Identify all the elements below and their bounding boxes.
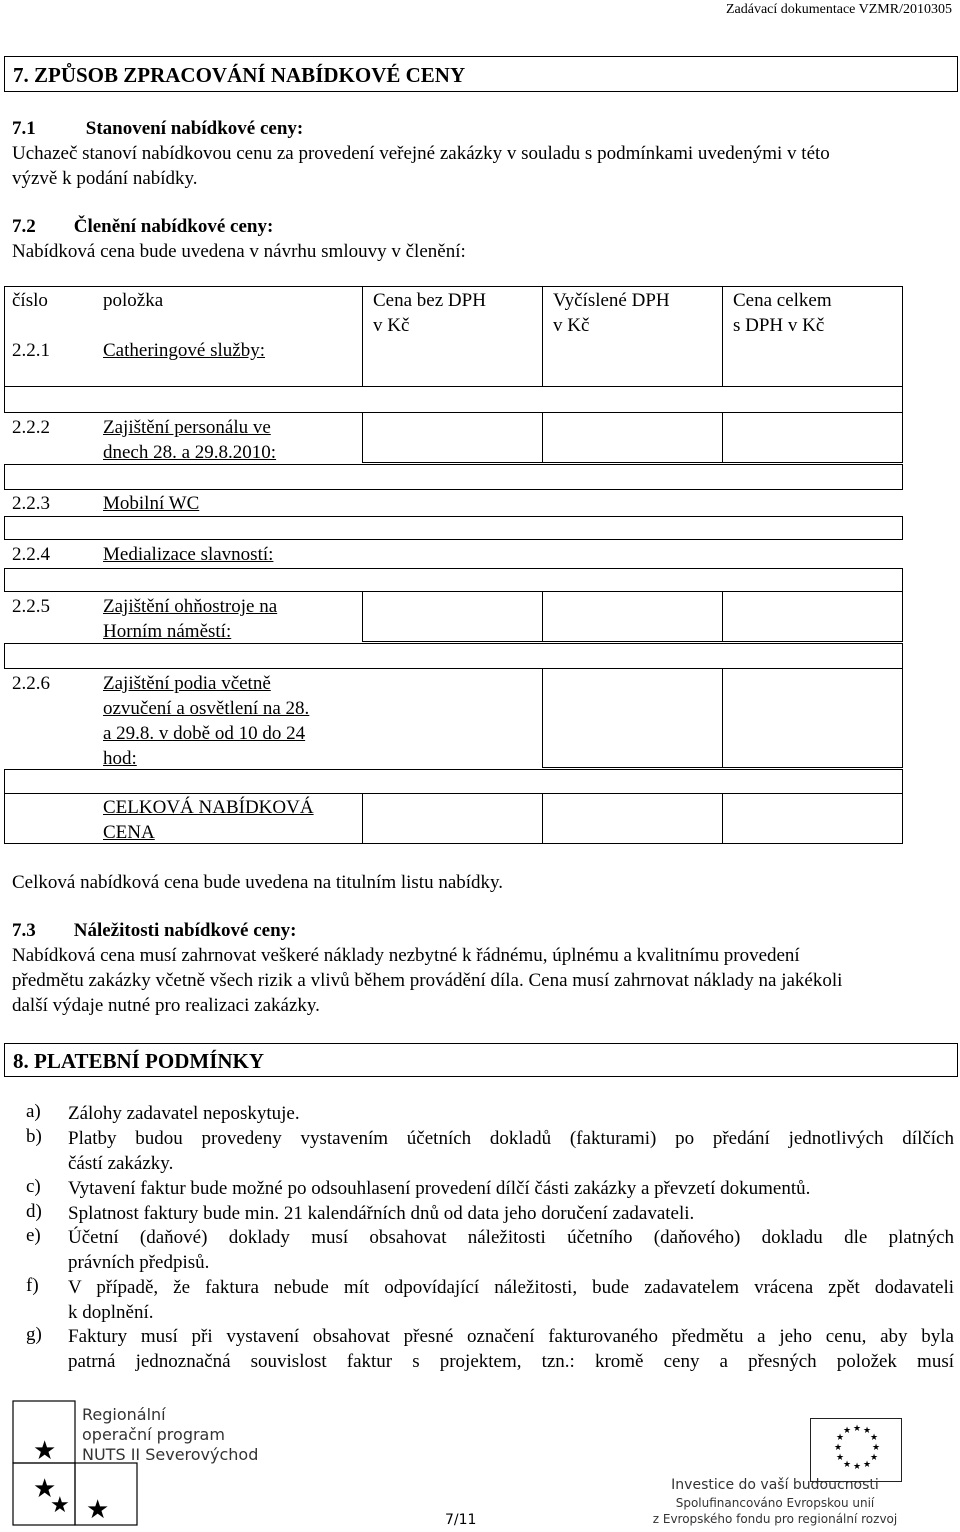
col-header-bez-dph-2: v Kč [373,315,410,336]
document-reference: Zadávací dokumentace VZMR/2010305 [725,2,952,17]
list-item-line: k doplnění. [68,1302,154,1323]
col-header-celkem-1: Cena celkem [733,290,832,311]
subsection-7-3-line3: další výdaje nutné pro realizaci zakázky. [12,995,320,1016]
list-item-line: patrná jednoznačná souvislost faktur s projektem, tzn.: kromě ceny a přesných položek musí [68,1351,954,1372]
svg-text:★: ★ [834,1443,843,1453]
eu-line1: Investice do vaší budoucnosti [671,1477,879,1493]
list-item-label: g) [26,1324,42,1345]
col-header-bez-dph-1: Cena bez DPH [373,290,486,311]
svg-text:★: ★ [872,1443,881,1453]
svg-text:★: ★ [86,1495,110,1525]
list-item-line: Vytavení faktur bude možné po odsouhlasení provedení dílčí části zakázky a převzetí dokumentů. [68,1178,811,1199]
subsection-7-1-line2: výzvě k podání nabídky. [12,168,198,189]
row-4-number: 2.2.4 [12,544,50,565]
row-2-celkem [722,412,903,463]
row-3-item: Mobilní WC [103,493,200,514]
col-header-dph-2: v Kč [553,315,590,336]
row-2-item-line2: dnech 28. a 29.8.2010: [103,442,277,463]
row-separator [4,516,903,540]
row-4-item: Medializace slavností: [103,544,274,565]
row-6-number: 2.2.6 [12,673,50,694]
subsection-7-2-text: Nabídková cena bude uvedena v návrhu smlouvy v členění: [12,241,466,262]
subsection-7-2-heading: 7.2 Členění nabídkové ceny: [12,216,274,237]
row-6-item-line4: hod: [103,748,137,769]
svg-text:★: ★ [50,1493,70,1518]
eu-line3: z Evropského fondu pro regionální rozvoj [652,1512,898,1526]
svg-text:★: ★ [843,1426,852,1436]
eu-flag-icon [810,1418,902,1482]
list-item-line: částí zakázky. [68,1153,174,1174]
row-1-item: Catheringové služby: [103,340,265,361]
row-6-item-line1: Zajištění podia včetně [103,673,271,694]
section-7-heading: 7. ZPŮSOB ZPRACOVÁNÍ NABÍDKOVÉ CENY [4,56,958,92]
total-label-line2: CENA [103,822,155,843]
row-6-celkem [722,668,903,768]
row-separator [4,568,903,592]
subsection-7-1-line1: Uchazeč stanoví nabídkovou cenu za provedení veřejné zakázky v souladu s podmínkami uvedenými v této [12,143,830,164]
row-separator [4,386,903,413]
row-separator [4,643,903,669]
list-item-line: Zálohy zadavatel neposkytuje. [68,1103,300,1124]
list-item-label: a) [26,1101,41,1122]
total-bez-dph [362,793,543,844]
total-label-line1: CELKOVÁ NABÍDKOVÁ [103,797,314,818]
rop-logo [12,1400,302,1526]
svg-text:★: ★ [853,1424,862,1434]
list-item-label: b) [26,1126,42,1147]
rop-line1: Regionální [82,1405,166,1424]
rop-line2: operační program [82,1425,225,1444]
row-2-bez-dph [362,412,543,463]
list-item-label: c) [26,1176,41,1197]
col-header-celkem-2: s DPH v Kč [733,315,825,336]
row-5-dph [542,591,723,642]
row-2-item-line1: Zajištění personálu ve [103,417,271,438]
row-3-number: 2.2.3 [12,493,50,514]
svg-text:★: ★ [836,1433,845,1443]
svg-text:★: ★ [870,1453,879,1463]
rop-line3: NUTS II Severovýchod [82,1445,259,1464]
svg-text:★: ★ [836,1453,845,1463]
row-5-celkem [722,591,903,642]
row-2-dph [542,412,723,463]
svg-text:★: ★ [863,1426,872,1436]
row-5-item-line2: Horním náměstí: [103,621,232,642]
subsection-7-1-heading: 7.1 Stanovení nabídkové ceny: [12,118,304,139]
row-5-bez-dph [362,591,543,642]
col-header-cislo: číslo [12,290,48,311]
list-item-line: Platby budou provedeny vystavením účetních dokladů (fakturami) po předání jednotlivých dílčích [68,1128,954,1149]
row-separator [4,464,903,490]
row-5-number: 2.2.5 [12,596,50,617]
row-6-item-line3: a 29.8. v době od 10 do 24 [103,723,306,744]
after-table-note: Celková nabídková cena bude uvedena na titulním listu nabídky. [12,872,504,893]
row-6-item-line2: ozvučení a osvětlení na 28. [103,698,310,719]
col-header-polozka: položka [103,290,164,311]
list-item-label: e) [26,1225,41,1246]
table-header-left [4,286,363,387]
subsection-7-3-line1: Nabídková cena musí zahrnovat veškeré náklady nezbytné k řádnému, úplnému a kvalitnímu provedení [12,945,800,966]
list-item-line: právních předpisů. [68,1252,210,1273]
total-celkem [722,793,903,844]
svg-text:★: ★ [33,1474,57,1504]
subsection-7-3-heading: 7.3 Náležitosti nabídkové ceny: [12,920,297,941]
row-2-number: 2.2.2 [12,417,50,438]
svg-text:★: ★ [33,1436,57,1466]
row-6-dph [542,668,723,768]
row-5-item-line1: Zajištění ohňostroje na [103,596,278,617]
total-dph [542,793,723,844]
col-header-dph-1: Vyčíslené DPH [553,290,670,311]
eu-line2: Spolufinancováno Evropskou unií [675,1496,875,1510]
svg-text:★: ★ [863,1460,872,1470]
list-item-label: f) [26,1275,39,1296]
svg-text:★: ★ [870,1433,879,1443]
section-8-heading: 8. PLATEBNÍ PODMÍNKY [4,1043,958,1077]
row-1-number: 2.2.1 [12,340,50,361]
list-item-label: d) [26,1201,42,1222]
row-separator [4,769,903,794]
svg-text:★: ★ [843,1460,852,1470]
list-item-line: Faktury musí při vystavení obsahovat přesné označení fakturovaného předmětu a jeho cenu, aby byla [68,1326,954,1347]
svg-text:★: ★ [853,1462,862,1472]
subsection-7-3-line2: předmětu zakázky včetně všech rizik a vlivů během provádění díla. Cena musí zahrnovat náklady na jakékoli [12,970,843,991]
list-item-line: Účetní (daňové) doklady musí obsahovat náležitosti účetního (daňového) dokladu dle platných [68,1227,954,1248]
page-number: 7/11 [445,1512,477,1528]
list-item-line: V případě, že faktura nebude mít odpovídající náležitosti, bude zadavatelem vrácena zpět dodavateli [68,1277,954,1298]
list-item-line: Splatnost faktury bude min. 21 kalendářních dnů od data jeho doručení zadavateli. [68,1203,695,1224]
